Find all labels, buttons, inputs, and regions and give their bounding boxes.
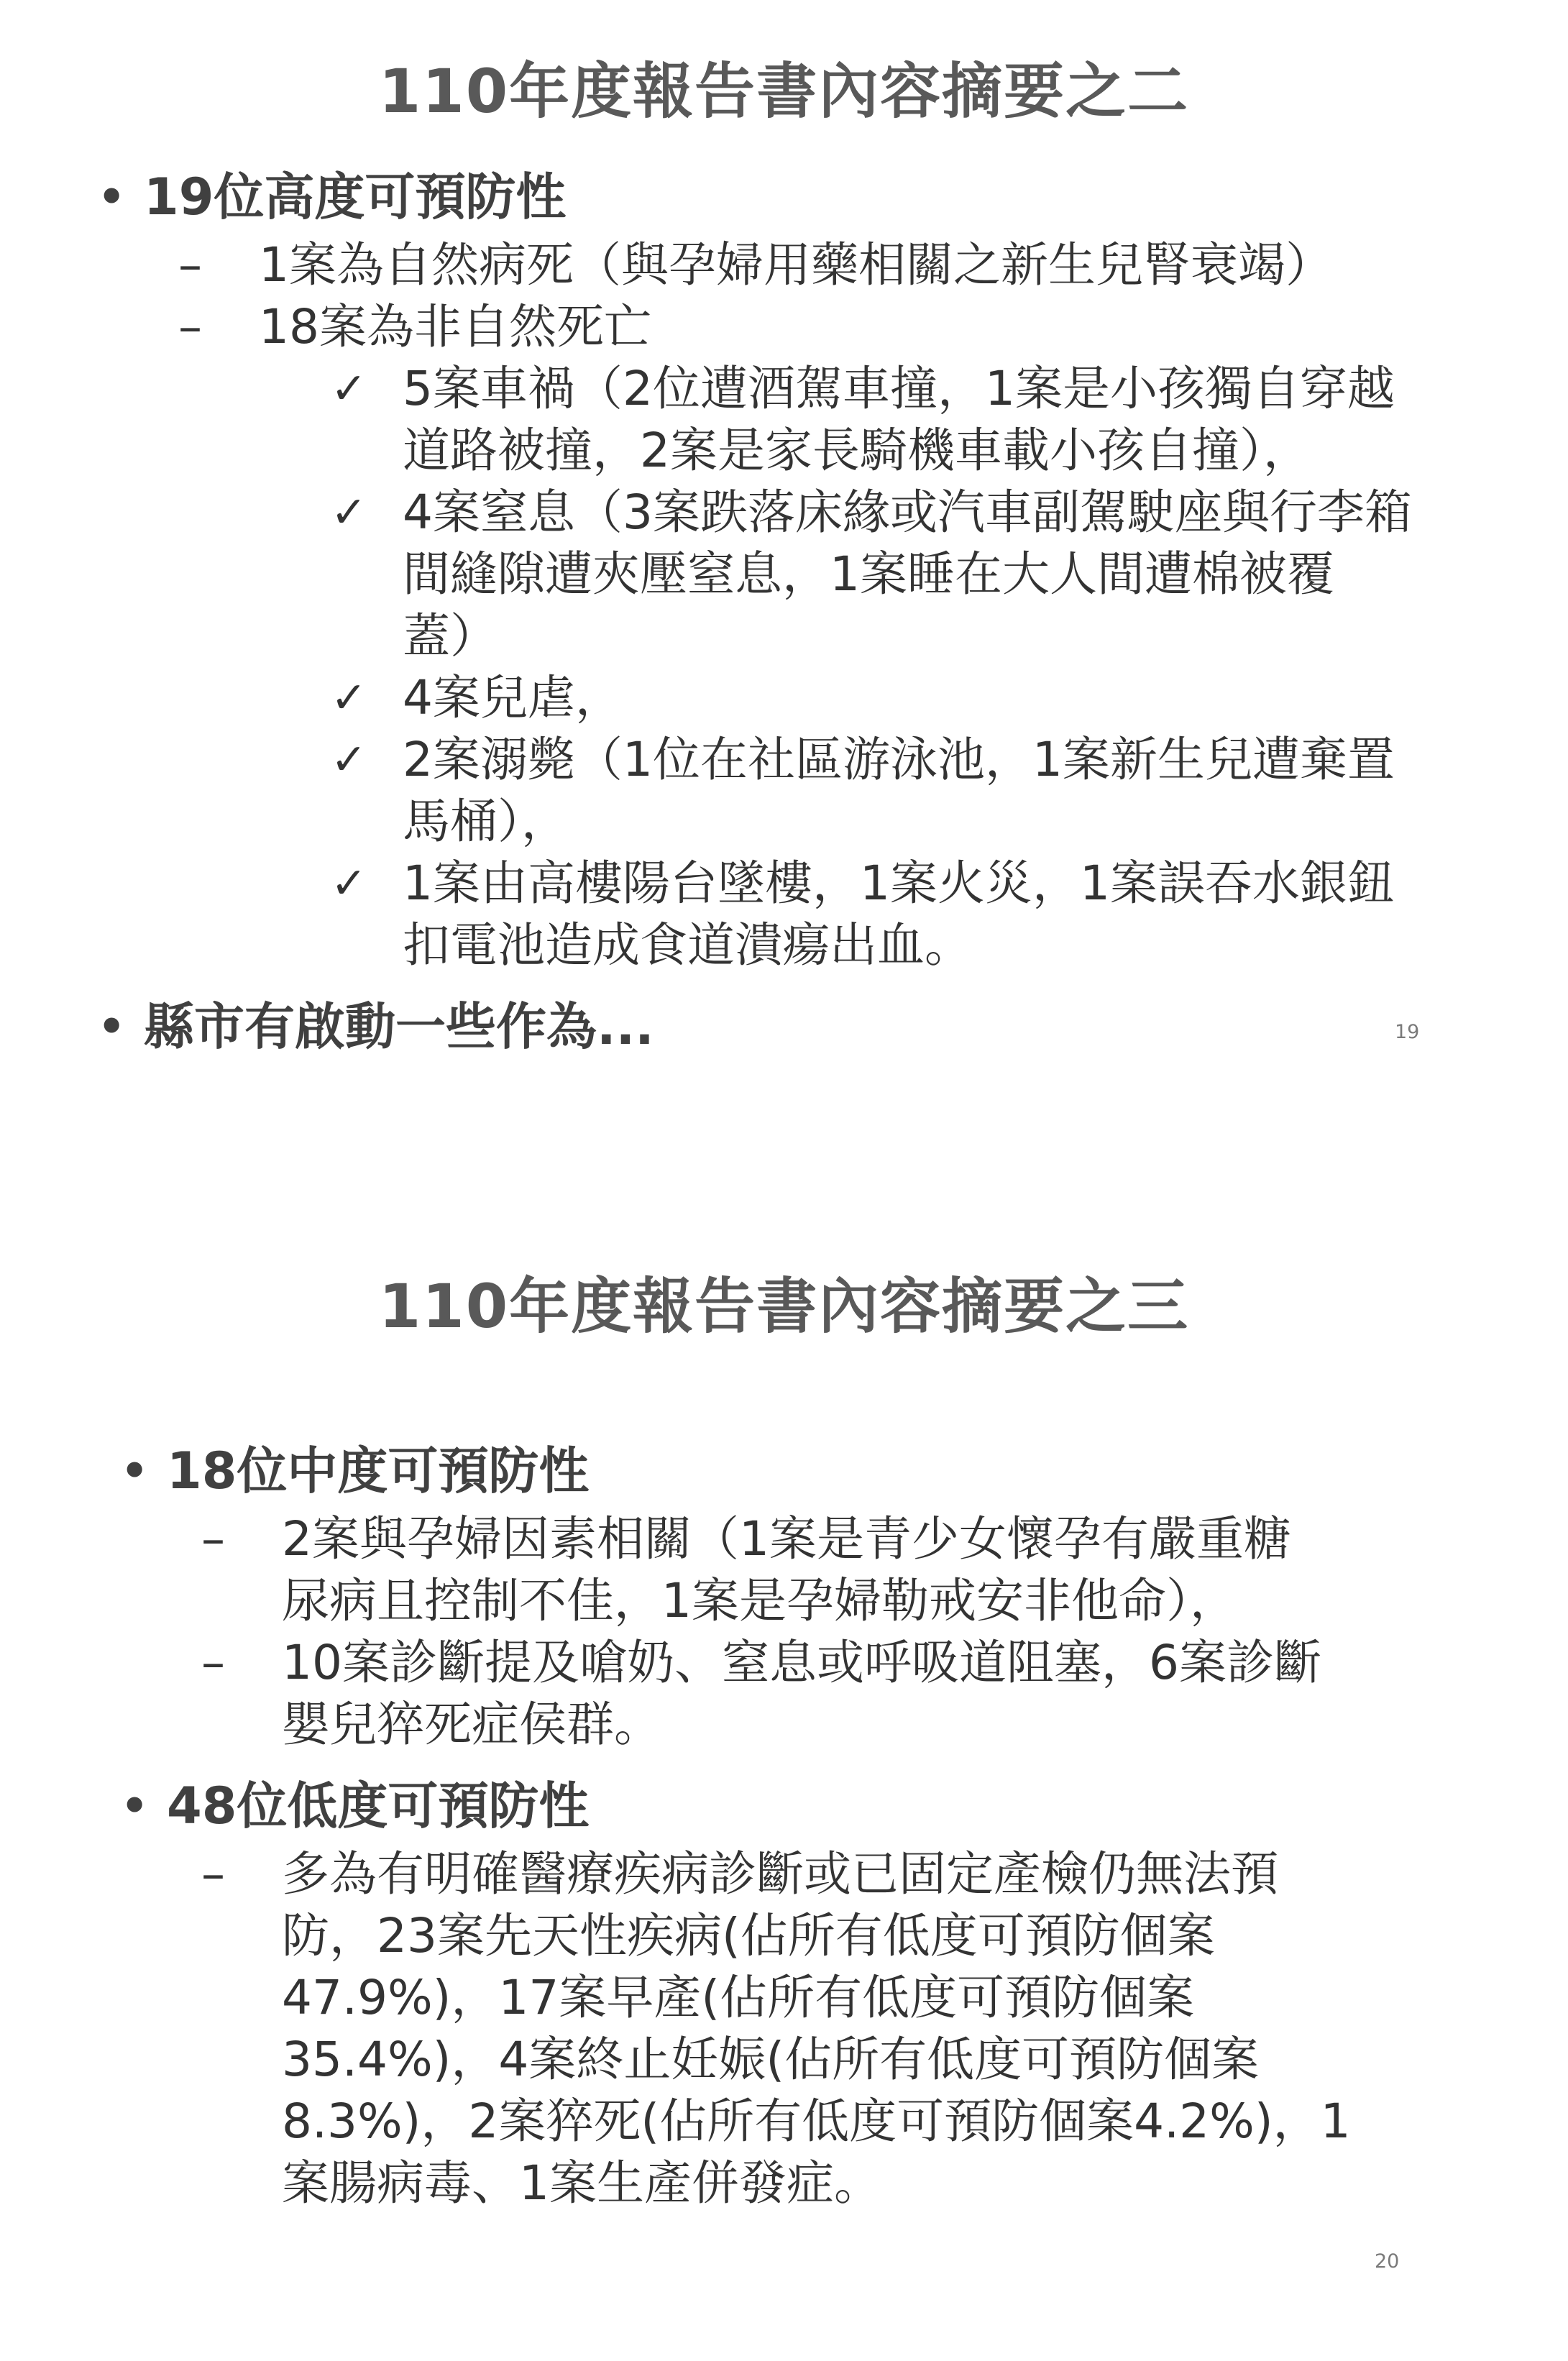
list-item-natural-death	[178, 234, 1412, 296]
sub-item-line: 蓋）	[403, 608, 498, 664]
item-line: 2案與孕婦因素相關（1案是青少女懷孕有嚴重糖	[282, 1511, 1291, 1567]
dash-marker: –	[201, 1846, 225, 1902]
item-text: 1案為自然病死（與孕婦用藥相關之新生兒腎衰竭）	[259, 237, 1333, 293]
check-icon: ✓	[331, 487, 367, 538]
sub-item-line: 馬桶），	[403, 794, 569, 849]
check-icon: ✓	[331, 673, 367, 723]
bullet-label: 縣市有啟動一些作為...	[144, 997, 654, 1056]
bullet-label: 19位高度可預防性	[144, 168, 567, 226]
check-icon: ✓	[331, 858, 367, 909]
sub-item-line: 2案溺斃（1位在社區游泳池，1案新生兒遭棄置	[403, 732, 1395, 787]
list-item-maternal-factors	[201, 1508, 1351, 1632]
sub-item-drowning	[331, 729, 1412, 853]
content-list	[121, 1438, 1351, 2214]
item-line: 案腸病毒、1案生產併發症。	[282, 2155, 881, 2211]
slide-19	[0, 0, 1568, 1150]
sub-item-line: 5案車禍（2位遭酒駕車撞，1案是小孩獨自穿越	[403, 361, 1395, 416]
bullet-low-preventable	[121, 1773, 1351, 1839]
sub-item-line: 4案窒息（3案跌落床緣或汽車副駕駛座與行李箱	[403, 485, 1412, 540]
bullet-marker: •	[121, 1446, 149, 1496]
check-icon: ✓	[331, 735, 367, 785]
sub-item-other-accidents	[331, 853, 1412, 976]
slide-20	[0, 1150, 1568, 2361]
item-line: 防，23案先天性疾病(佔所有低度可預防個案	[282, 1908, 1215, 1963]
list-item-choking-sids	[201, 1632, 1351, 1756]
bullet-moderate-preventable	[121, 1438, 1351, 1504]
bullet-label: 18位中度可預防性	[167, 1441, 590, 1500]
item-line: 35.4%)，4案終止妊娠(佔所有低度可預防個案	[282, 2032, 1260, 2087]
page-number: 19	[1395, 1021, 1420, 1043]
item-line: 尿病且控制不佳，1案是孕婦勒戒安非他命），	[282, 1573, 1237, 1628]
sub-item-line: 道路被撞，2案是家長騎機車載小孩自撞），	[403, 423, 1311, 478]
dash-marker: –	[201, 1511, 225, 1567]
sub-item-line: 4案兒虐，	[403, 670, 623, 725]
item-line: 47.9%)，17案早產(佔所有低度可預防個案	[282, 1970, 1195, 2025]
sub-item-suffocation	[331, 482, 1412, 667]
bullet-marker: •	[98, 1001, 126, 1052]
item-line: 8.3%)，2案猝死(佔所有低度可預防個案4.2%)，1	[282, 2094, 1351, 2149]
list-item-unnatural-death	[178, 296, 1412, 358]
sub-item-line: 扣電池造成食道潰瘍出血。	[403, 917, 972, 973]
dash-marker: –	[178, 299, 202, 354]
check-icon: ✓	[331, 364, 367, 414]
sub-item-traffic	[331, 358, 1412, 482]
bullet-marker: •	[98, 172, 126, 222]
bullet-county-actions	[98, 994, 1412, 1060]
slide-title: 110年度報告書內容摘要之二	[378, 56, 1190, 127]
bullet-label: 48位低度可預防性	[167, 1777, 590, 1835]
item-text: 18案為非自然死亡	[259, 299, 651, 354]
sub-item-line: 間縫隙遭夾壓窒息，1案睡在大人間遭棉被覆	[403, 546, 1334, 602]
content-list	[98, 164, 1412, 1060]
list-item-medical-causes	[201, 1843, 1351, 2214]
slide-title: 110年度報告書內容摘要之三	[378, 1271, 1190, 1342]
page-number: 20	[1375, 2250, 1400, 2273]
sub-item-line: 1案由高樓陽台墜樓，1案火災，1案誤吞水銀鈕	[403, 856, 1395, 911]
item-line: 多為有明確醫療疾病診斷或已固定產檢仍無法預	[282, 1846, 1278, 1902]
sub-item-abuse	[331, 667, 1412, 729]
item-line: 10案診斷提及嗆奶、窒息或呼吸道阻塞，6案診斷	[282, 1635, 1321, 1690]
item-line: 嬰兒猝死症侯群。	[282, 1697, 661, 1752]
bullet-high-preventable	[98, 164, 1412, 230]
dash-marker: –	[201, 1635, 225, 1690]
bullet-marker: •	[121, 1781, 149, 1831]
dash-marker: –	[178, 237, 202, 293]
